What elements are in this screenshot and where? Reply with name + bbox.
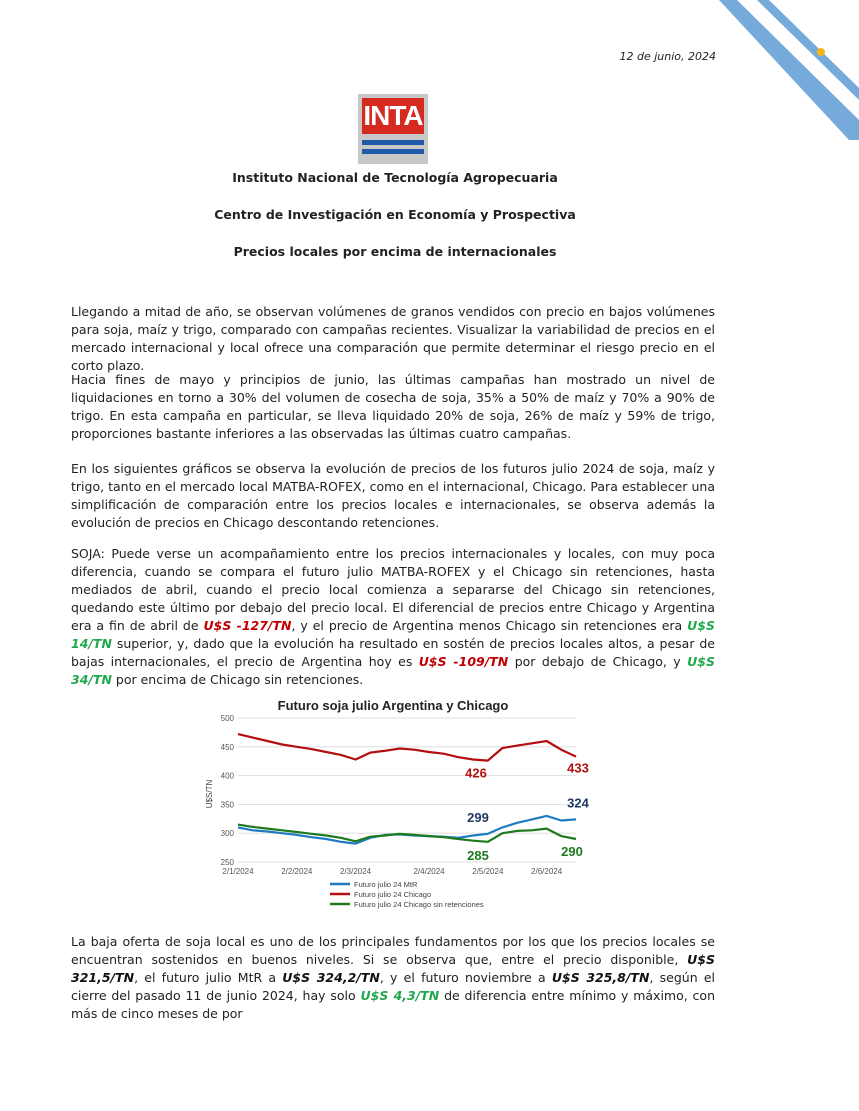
document-title: Precios locales por encima de internacionales xyxy=(233,244,557,259)
data-label: 290 xyxy=(561,843,583,859)
y-tick-label: 350 xyxy=(220,800,234,810)
series-line-2 xyxy=(238,734,576,761)
x-tick-label: 2/4/2024 xyxy=(413,867,445,876)
y-tick-label: 500 xyxy=(220,714,234,723)
paragraph-liquidations: Hacia fines de mayo y principios de junio, las últimas campañas han mostrado un nivel de liquidaciones en torno a 30% del volumen de cosecha de soja, 35% a 50% de maíz y 70% a 90% de trigo. En esta campaña en particular, se lleva liquidado 20% de soja, 26% de maíz y 59% de trigo, proporciones bastante inferiores a las observadas las últimas cuatro campañas. xyxy=(71,372,715,441)
y-tick-label: 400 xyxy=(220,771,234,781)
x-tick-label: 2/6/2024 xyxy=(531,867,563,876)
x-tick-label: 2/1/2024 xyxy=(222,867,254,876)
x-tick-label: 2/5/2024 xyxy=(472,867,504,876)
legend-label: Futuro julio 24 Chicago xyxy=(354,890,432,899)
y-tick-label: 300 xyxy=(220,829,234,839)
inta-logo xyxy=(358,94,428,164)
y-tick-label: 250 xyxy=(220,858,234,867)
inta-logo-text: INTA xyxy=(362,98,424,134)
legend-label: Futuro julio 24 Chicago sin retenciones xyxy=(354,900,484,909)
y-tick-label: 450 xyxy=(220,742,234,752)
paragraph-intro: Llegando a mitad de año, se observan volúmenes de granos vendidos con precio en bajos volúmenes para soja, maíz y trigo, comparado con campañas recientes. Visualizar la variabilidad de precios en el mercado internacional y local ofrece una comparación que permite determinar el riesgo precio en el corto plazo. xyxy=(71,304,715,373)
price-diff-today-no-ret: U$S 34/TN xyxy=(71,654,715,687)
paragraph-offer: La baja oferta de soja local es uno de los principales fundamentos por los que los precios locales se encuentran sostenidos en buenos niveles. Si se observa que, entre el precio disponible, U$S 321,5/TN, el futuro julio MtR a U$S 324,2/TN, y el futuro noviembre a U$S 325,8/TN, según el cierre del pasado 11 de junio 2024, hay solo U$S 4,3/TN de diferencia entre mínimo y máximo, con más de cinco meses de por xyxy=(71,934,716,1021)
chart-title: Futuro soja julio Argentina y Chicago xyxy=(277,698,509,713)
price-diff-april: U$S -127/TN xyxy=(203,618,292,633)
data-label: 324 xyxy=(567,795,589,811)
paragraph-soja: SOJA: Puede verse un acompañamiento entre los precios internacionales y locales, con muy poca diferencia, cuando se compara el futuro julio MATBA-ROFEX y el Chicago sin retenciones, hasta mediados de abril, cuando el precio local comienza a separarse del Chicago sin retenciones, quedando este último por debajo del precio local. El diferencial de precios entre Chicago y Argentina era a fin de abril de U$S -127/TN, y el precio de Argentina menos Chicago sin retenciones era U$S 14/TN superior, y, dado que la evolución ha resultado en sostén de precios locales altos, a pesar de bajas internacionales, el precio de Argentina hoy es U$S -109/TN por debajo de Chicago, y U$S 34/TN por encima de Chicago sin retenciones. xyxy=(71,546,715,687)
soja-futures-chart xyxy=(200,692,600,922)
july-future-price: U$S 324,2/TN xyxy=(282,970,380,985)
data-label: 433 xyxy=(567,760,589,776)
sun-of-may-icon xyxy=(817,48,825,56)
argentina-flag-ribbon xyxy=(709,0,859,140)
paragraph-charts-intro: En los siguientes gráficos se observa la evolución de precios de los futuros julio 2024 de soja, maíz y trigo, tanto en el mercado local MATBA-ROFEX, como en el internacional, Chicago. Para establecer una simplificación de comparación entre los precios locales e internacionales, se observa además la evolución de precios en Chicago descontando retenciones. xyxy=(71,461,715,530)
center-heading: Centro de Investigación en Economía y Prospectiva xyxy=(214,207,576,222)
price-diff-april-no-ret: U$S 14/TN xyxy=(71,618,715,651)
chart-ylabel: U$S/TN xyxy=(205,779,214,809)
data-label: 285 xyxy=(467,847,489,863)
november-future-price: U$S 325,8/TN xyxy=(551,970,650,985)
price-diff-today: U$S -109/TN xyxy=(418,654,509,669)
price-range: U$S 4,3/TN xyxy=(360,988,440,1003)
data-label: 299 xyxy=(467,809,489,825)
institute-heading: Instituto Nacional de Tecnología Agropecuaria xyxy=(232,170,558,185)
spot-price: U$S 321,5/TN xyxy=(71,952,715,985)
data-label: 426 xyxy=(465,765,487,781)
document-date: 12 de junio, 2024 xyxy=(619,50,716,63)
legend-label: Futuro julio 24 MtR xyxy=(354,880,418,889)
x-tick-label: 2/3/2024 xyxy=(339,867,372,876)
x-tick-label: 2/2/2024 xyxy=(281,867,313,876)
